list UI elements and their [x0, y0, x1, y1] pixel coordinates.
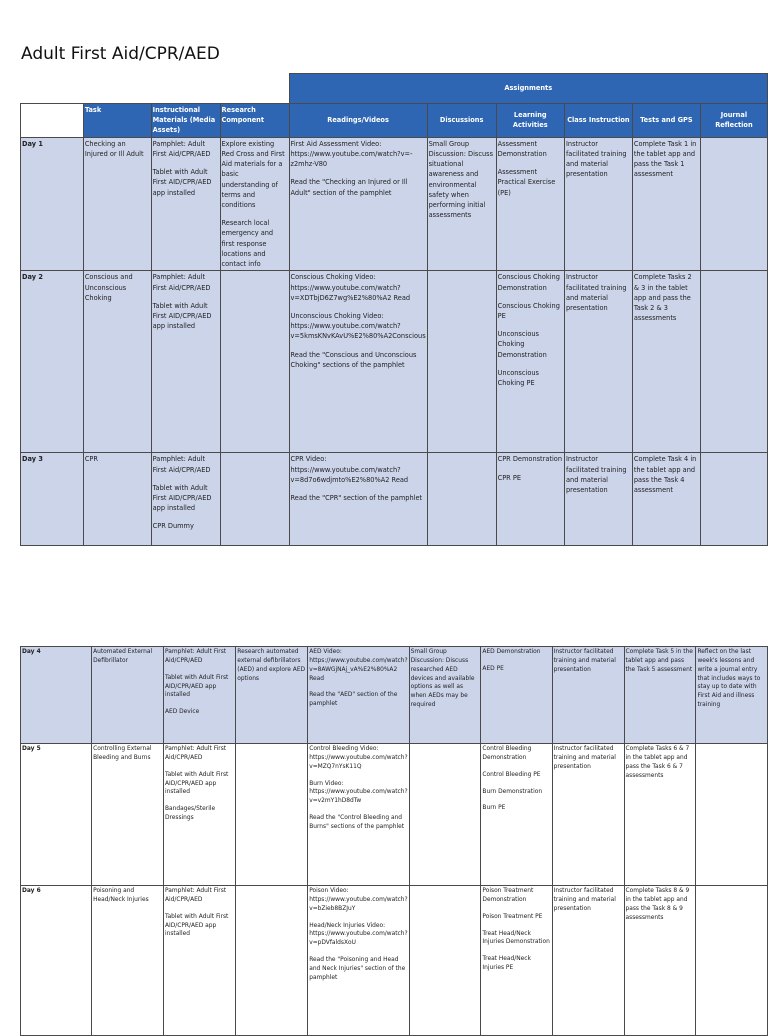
day-column-header: [21, 104, 84, 138]
day-label: Day 4: [21, 647, 92, 744]
cell-readings: [308, 647, 409, 744]
column-header-instruction: Class Instruction: [564, 104, 632, 138]
tests-text: Complete Tasks 2 & 3 in the tablet app and pass the Task 2 & 3 assessments: [633, 273, 694, 323]
cell-materials: [163, 886, 235, 1036]
column-header-readings: Readings/Videos: [289, 104, 427, 138]
materials-text: Tablet with Adult First AID/CPR/AED app installed: [164, 771, 231, 796]
cell-tests: [624, 647, 696, 744]
column-header-task: Task: [83, 104, 151, 138]
cell-research: [236, 744, 308, 886]
day-label: Day 5: [21, 744, 92, 886]
cell-task: [83, 453, 151, 546]
activities-text: Burn PE: [482, 805, 506, 812]
column-header-materials: Instructional Materials (Media Assets): [151, 104, 220, 138]
cell-tests: [632, 453, 700, 546]
activities-text: Conscious Choking Demonstration: [497, 273, 562, 292]
activities-text: Unconscious Choking PE: [497, 368, 542, 388]
cell-instruction: [564, 271, 632, 453]
cell-instruction: [564, 137, 632, 271]
materials-text: AED Device: [164, 709, 200, 716]
research-text: Research automated external defibrillators (AED) and explore AED options: [237, 649, 307, 682]
cell-materials: [163, 744, 235, 886]
table-row: [21, 137, 768, 271]
readings-text: Conscious Choking Video: https://www.youtube.com/watch?v=XDTbjD6Z7wg%E2%80%A2 Read: [290, 273, 411, 302]
readings-text: Read the "Poisoning and Head and Neck Injuries" section of the pamphlet: [309, 957, 408, 981]
task-text: Checking an Injured or Ill Adult: [84, 139, 144, 158]
cell-research: [220, 271, 289, 453]
cell-instruction: [552, 647, 624, 744]
assignments-header: Assignments: [289, 74, 768, 104]
cell-research: [236, 886, 308, 1036]
activities-text: Conscious Choking PE: [497, 301, 562, 320]
table-row: [21, 886, 768, 1036]
schedule-table-top: [20, 73, 768, 546]
activities-text: Treat Head/Neck Injuries PE: [482, 956, 533, 972]
cell-task: [92, 744, 164, 886]
cell-materials: [151, 453, 220, 546]
cell-activities: [481, 744, 552, 886]
tests-text: Complete Tasks 8 & 9 in the tablet app and pass the Task 8 & 9 assessments: [625, 888, 692, 921]
cell-research: [236, 647, 308, 744]
table-row: [21, 453, 768, 546]
readings-text: First Aid Assessment Video: https://www.youtube.com/watch?v=-z2mhz-V80: [290, 139, 413, 169]
task-text: Conscious and Unconscious Choking: [84, 273, 135, 302]
cell-task: [92, 647, 164, 744]
task-text: CPR: [84, 455, 98, 464]
cell-instruction: [552, 886, 624, 1036]
instruction-text: Instructor facilitated training and material presentation: [565, 455, 629, 494]
day-label: Day 6: [21, 886, 92, 1036]
activities-text: Assessment Practical Exercise (PE): [497, 168, 558, 197]
tests-text: Complete Task 5 in the tablet app and pass the Task 5 assessment: [625, 649, 695, 673]
journal-text: Reflect on the last week's lessons and write a journal entry that includes ways to stay up to date with First Aid and illness training: [697, 649, 763, 709]
activities-text: Treat Head/Neck Injuries Demonstration: [482, 930, 550, 946]
materials-text: Tablet with Adult First AID/CPR/AED app installed: [152, 483, 214, 513]
cell-task: [83, 271, 151, 453]
schedule-table-bottom: [20, 646, 768, 1036]
cell-materials: [151, 137, 220, 271]
activities-text: Burn Demonstration: [482, 788, 543, 795]
tests-text: Complete Task 1 in the tablet app and pass the Task 1 assessment: [633, 139, 699, 179]
cell-activities: [481, 647, 552, 744]
column-header-research: Research Component: [220, 104, 289, 138]
tests-text: Complete Task 4 in the tablet app and pass the Task 4 assessment: [633, 455, 699, 494]
cell-readings: [308, 744, 409, 886]
cell-research: [220, 137, 289, 271]
readings-text: Read the "Conscious and Unconscious Choking" sections of the pamphlet: [290, 350, 419, 369]
cell-readings: [308, 886, 409, 1036]
tests-text: Complete Tasks 6 & 7 in the tablet app and pass the Task 6 & 7 assessments: [625, 746, 692, 779]
activities-text: AED Demonstration: [482, 649, 541, 655]
task-text: Poisoning and Head/Neck Injuries: [93, 888, 149, 903]
cell-activities: [496, 137, 564, 271]
instruction-text: Instructor facilitated training and material presentation: [553, 746, 618, 770]
instruction-text: Instructor facilitated training and material presentation: [565, 139, 629, 179]
cell-journal: [696, 744, 768, 886]
cell-task: [83, 137, 151, 271]
activities-text: Assessment Demonstration: [497, 139, 547, 158]
cell-task: [92, 886, 164, 1036]
research-text: Explore existing Red Cross and First Aid materials for a basic understanding of terms and conditions: [221, 139, 287, 209]
materials-text: Tablet with Adult First AID/CPR/AED app installed: [164, 913, 231, 938]
cell-materials: [163, 647, 235, 744]
cell-discussions: [409, 886, 481, 1036]
cell-readings: [289, 137, 427, 271]
instruction-text: Instructor facilitated training and material presentation: [553, 649, 618, 673]
materials-text: Pamphlet: Adult First Aid/CPR/AED: [152, 273, 211, 292]
readings-text: CPR Video: https://www.youtube.com/watch?v=8d7o6wdjmto%E2%80%A2 Read: [290, 455, 409, 484]
day-label: Day 3: [21, 453, 84, 546]
materials-text: Pamphlet: Adult First Aid/CPR/AED: [164, 649, 228, 664]
discussions-text: Small Group Discussion: Discuss situational awareness and environmental safety when performing initial assessments: [428, 139, 496, 220]
table-row: [21, 271, 768, 453]
cell-tests: [632, 137, 700, 271]
materials-text: CPR Dummy: [152, 522, 194, 531]
activities-text: CPR Demonstration: [497, 455, 563, 464]
cell-research: [220, 453, 289, 546]
research-text: Research local emergency and first response locations and contact info: [221, 219, 276, 269]
column-header-activities: Learning Activities: [496, 104, 564, 138]
materials-text: Tablet with Adult First AID/CPR/AED app installed: [164, 674, 231, 699]
materials-text: Pamphlet: Adult First Aid/CPR/AED: [164, 746, 228, 761]
materials-text: Pamphlet: Adult First Aid/CPR/AED: [164, 888, 228, 903]
page-title: Adult First Aid/CPR/AED: [21, 44, 220, 64]
readings-text: Read the "Control Bleeding and Burns" sections of the pamphlet: [309, 815, 405, 831]
materials-text: Tablet with Adult First AID/CPR/AED app installed: [152, 168, 214, 197]
cell-journal: [696, 886, 768, 1036]
readings-text: Read the "AED" section of the pamphlet: [309, 692, 400, 708]
activities-text: Poison Treatment PE: [482, 913, 543, 920]
readings-text: Head/Neck Injuries Video: https://www.youtube.com/watch?v=pDVfaldsXoU: [309, 922, 408, 947]
instruction-text: Instructor facilitated training and material presentation: [565, 273, 629, 312]
readings-text: Read the "Checking an Injured or Ill Adult" section of the pamphlet: [290, 178, 410, 197]
activities-text: CPR PE: [497, 473, 521, 482]
cell-discussions: [409, 647, 481, 744]
activities-text: Unconscious Choking Demonstration: [497, 330, 547, 359]
cell-activities: [496, 271, 564, 453]
discussions-text: Small Group Discussion: Discuss researched AED devices and available options as well as when AEDs may be required: [410, 649, 477, 709]
materials-text: Bandages/Sterile Dressings: [164, 806, 217, 822]
column-header-row: [21, 104, 768, 138]
cell-instruction: [564, 453, 632, 546]
cell-journal: [700, 271, 767, 453]
materials-text: Pamphlet: Adult First Aid/CPR/AED: [152, 455, 211, 474]
cell-tests: [624, 886, 696, 1036]
instruction-text: Instructor facilitated training and material presentation: [553, 888, 618, 912]
cell-activities: [496, 453, 564, 546]
readings-text: Read the "CPR" section of the pamphlet: [290, 493, 423, 502]
cell-journal: [700, 453, 767, 546]
cell-tests: [632, 271, 700, 453]
column-header-discussions: Discussions: [427, 104, 496, 138]
readings-text: Control Bleeding Video: https://www.youtube.com/watch?v=MZQ7nYsK11Q: [309, 746, 408, 770]
readings-text: AED Video: https://www.youtube.com/watch?v=8AWGjNAj_vA%E2%80%A2 Read: [309, 649, 408, 682]
column-header-tests: Tests and GPS: [632, 104, 700, 138]
cell-discussions: [427, 137, 496, 271]
activities-text: Poison Treatment Demonstration: [482, 888, 536, 903]
task-text: Automated External Defibrillator: [93, 649, 154, 664]
cell-discussions: [427, 453, 496, 546]
cell-readings: [289, 453, 427, 546]
materials-text: Tablet with Adult First AID/CPR/AED app installed: [152, 301, 214, 331]
readings-text: Burn Video: https://www.youtube.com/watch?v=v2mY1hD8dTw: [309, 780, 408, 805]
task-text: Controlling External Bleeding and Burns: [93, 746, 154, 761]
materials-text: Pamphlet: Adult First Aid/CPR/AED: [152, 139, 211, 158]
assignments-header-row: [21, 74, 768, 104]
table-row: [21, 744, 768, 886]
activities-text: Control Bleeding Demonstration: [482, 746, 534, 761]
table-row: [21, 647, 768, 744]
day-label: Day 2: [21, 271, 84, 453]
cell-journal: [700, 137, 767, 271]
readings-text: Poison Video: https://www.youtube.com/watch?v=bZieb8BZJuY: [309, 888, 408, 912]
activities-text: Control Bleeding PE: [482, 771, 541, 778]
readings-text: Unconscious Choking Video: https://www.youtube.com/watch?v=5kmsKNvKAvU%E2%80%A2Conscious: [290, 311, 426, 341]
cell-tests: [624, 744, 696, 886]
cell-readings: [289, 271, 427, 453]
cell-journal: [696, 647, 768, 744]
cell-materials: [151, 271, 220, 453]
day-label: Day 1: [21, 137, 84, 271]
cell-discussions: [409, 744, 481, 886]
cell-discussions: [427, 271, 496, 453]
cell-instruction: [552, 744, 624, 886]
column-header-journal: Journal Reflection: [700, 104, 767, 138]
activities-text: AED PE: [482, 665, 504, 672]
cell-activities: [481, 886, 552, 1036]
